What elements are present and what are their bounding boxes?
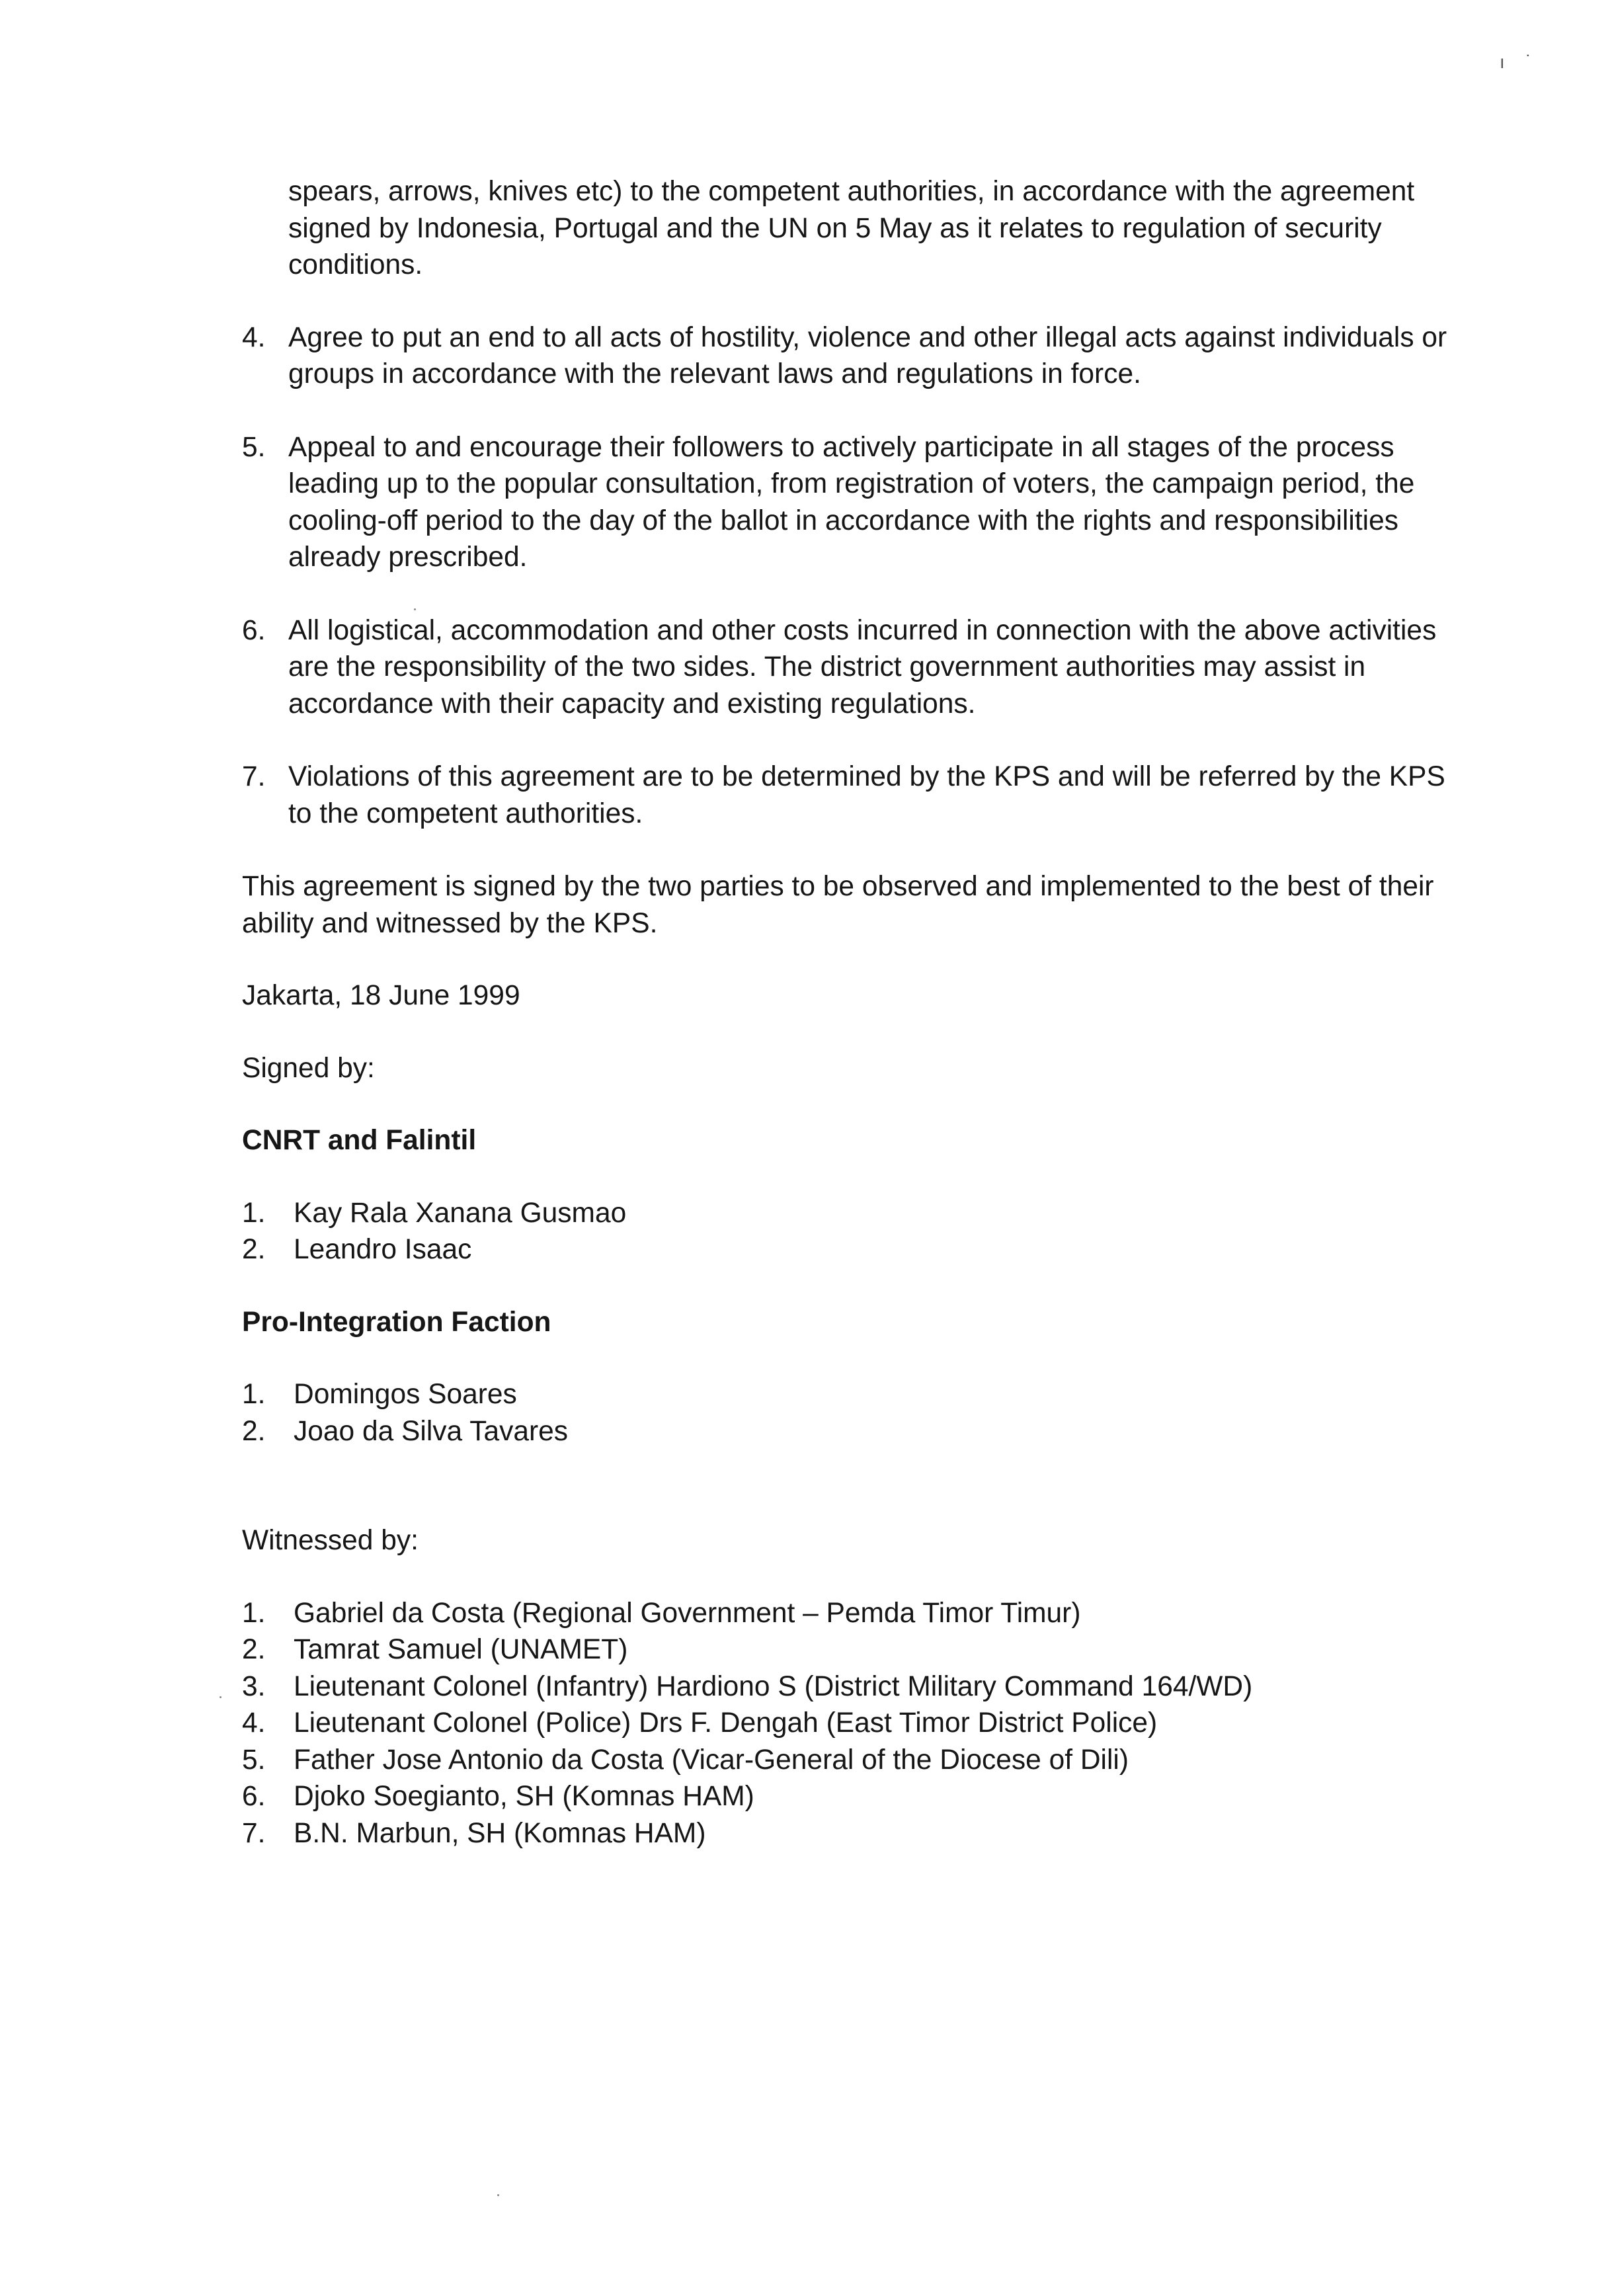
document-body xyxy=(242,173,1452,1887)
cnrt-signatories xyxy=(242,1195,1452,1268)
list-number: 5. xyxy=(242,1744,266,1776)
item-number: 6. xyxy=(242,614,266,646)
item-text: All logistical, accommodation and other costs incurred in connection with the above activities are the responsibility of the two sides. The district government authorities may assist in accordance with their capacity and existing regulations. xyxy=(288,614,1437,719)
list-item xyxy=(242,1231,1452,1268)
list-number: 2. xyxy=(242,1415,266,1447)
numbered-item-7 xyxy=(242,758,1452,832)
signatory-name: Leandro Isaac xyxy=(294,1234,472,1265)
witness-name: Djoko Soegianto, SH (Komnas HAM) xyxy=(294,1781,754,1812)
scan-speck xyxy=(414,608,416,610)
witness-name: B.N. Marbun, SH (Komnas HAM) xyxy=(294,1817,706,1849)
list-item xyxy=(242,1778,1452,1815)
cnrt-heading: CNRT and Falintil xyxy=(242,1125,477,1156)
list-number: 2. xyxy=(242,1234,266,1265)
witness-name: Tamrat Samuel (UNAMET) xyxy=(294,1634,628,1665)
list-item xyxy=(242,1705,1452,1742)
witness-name: Gabriel da Costa (Regional Government – Pemda Timor Timur) xyxy=(294,1597,1081,1629)
item-text: Appeal to and encourage their followers to actively participate in all stages of the process leading up to the popular consultation, from registration of voters, the campaign period, the cooling-off period to the day of the ballot in accordance with the rights and responsibilities already prescribed. xyxy=(288,431,1415,573)
signatory-name: Joao da Silva Tavares xyxy=(294,1415,569,1447)
list-item xyxy=(242,1815,1452,1852)
list-item xyxy=(242,1631,1452,1668)
pro-integration-heading: Pro-Integration Faction xyxy=(242,1306,551,1338)
list-item xyxy=(242,1413,1452,1450)
witness-list xyxy=(242,1595,1452,1852)
list-number: 3. xyxy=(242,1670,266,1702)
item-text: Agree to put an end to all acts of hostility, violence and other illegal acts against individuals or groups in accordance with the relevant laws and regulations in force. xyxy=(288,321,1447,390)
place-date: Jakarta, 18 June 1999 xyxy=(242,980,520,1011)
signatory-name: Kay Rala Xanana Gusmao xyxy=(294,1197,627,1229)
list-item xyxy=(242,1668,1452,1705)
item-text: Violations of this agreement are to be determined by the KPS and will be referred by the KPS to the competent authorities. xyxy=(288,761,1445,829)
numbered-item-4 xyxy=(242,319,1452,393)
continued-paragraph: spears, arrows, knives etc) to the competent authorities, in accordance with the agreement signed by Indonesia, Portugal and the UN on 5 May as it relates to regulation of security conditions. xyxy=(288,176,1415,280)
list-number: 4. xyxy=(242,1707,266,1739)
item-number: 7. xyxy=(242,761,266,792)
numbered-item-6 xyxy=(242,612,1452,723)
scan-speck xyxy=(220,1696,221,1698)
witnessed-by-label: Witnessed by: xyxy=(242,1525,419,1556)
scan-speck xyxy=(497,2194,499,2196)
item-number: 5. xyxy=(242,431,266,463)
list-number: 1. xyxy=(242,1597,266,1629)
item-number: 4. xyxy=(242,321,266,353)
closing-paragraph: This agreement is signed by the two parties to be observed and implemented to the best of their ability and witnessed by the KPS. xyxy=(242,871,1434,939)
witness-name: Lieutenant Colonel (Police) Drs F. Dengah (East Timor District Police) xyxy=(294,1707,1158,1739)
numbered-item-5 xyxy=(242,429,1452,576)
spacer xyxy=(242,1485,1452,1522)
list-item xyxy=(242,1595,1452,1632)
corner-mark: ı ˙ xyxy=(1500,52,1540,72)
signatory-name: Domingos Soares xyxy=(294,1379,517,1410)
list-number: 1. xyxy=(242,1197,266,1229)
signed-by-label: Signed by: xyxy=(242,1052,375,1084)
witness-name: Lieutenant Colonel (Infantry) Hardiono S (District Military Command 164/WD) xyxy=(294,1670,1253,1702)
list-number: 1. xyxy=(242,1379,266,1410)
list-item xyxy=(242,1376,1452,1413)
list-number: 7. xyxy=(242,1817,266,1849)
list-number: 2. xyxy=(242,1634,266,1665)
witness-name: Father Jose Antonio da Costa (Vicar-General of the Diocese of Dili) xyxy=(294,1744,1129,1776)
list-item xyxy=(242,1195,1452,1232)
list-number: 6. xyxy=(242,1781,266,1812)
list-item xyxy=(242,1742,1452,1779)
pro-integration-signatories xyxy=(242,1376,1452,1450)
